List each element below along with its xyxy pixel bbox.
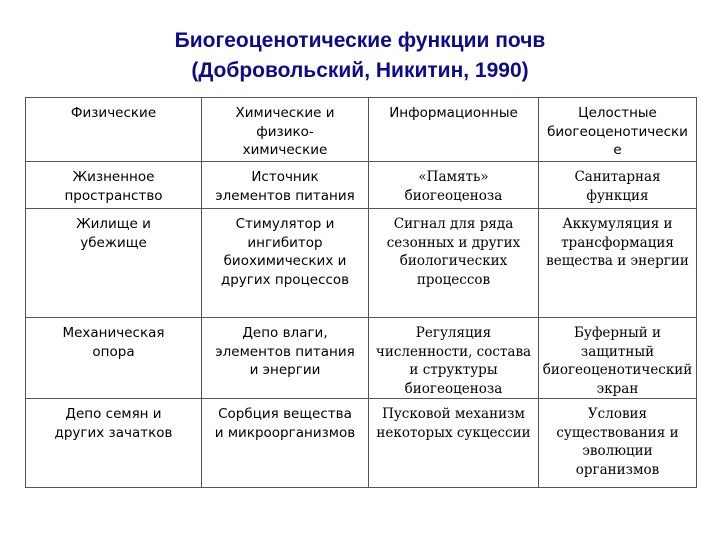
cell-text: экран <box>596 380 639 397</box>
cell-text: убежище <box>80 234 147 251</box>
title-line-2: (Добровольский, Никитин, 1990) <box>191 59 529 82</box>
cell-text: пространство <box>64 187 163 204</box>
cell-text: трансформация <box>561 234 674 251</box>
table-cell <box>369 318 539 399</box>
header-text: е <box>613 142 622 158</box>
header-text: Информационные <box>389 105 518 121</box>
cell-text: других процессов <box>220 271 350 288</box>
cell-text: биологических <box>399 253 508 269</box>
table-cell <box>26 162 202 209</box>
cell-text: Регуляция <box>415 325 492 341</box>
cell-text: Жилище и <box>76 216 151 232</box>
header-text: физико- <box>256 123 314 140</box>
table-cell <box>26 399 202 488</box>
cell-text: Механическая <box>62 325 165 341</box>
table-row <box>26 209 697 318</box>
cell-text: Депо влаги, <box>242 325 328 341</box>
cell-text: Условия <box>587 406 648 422</box>
table-cell <box>539 399 697 488</box>
cell-text: биохимических и <box>223 253 347 269</box>
table-cell <box>202 162 369 209</box>
cell-text: «Память» <box>418 169 489 185</box>
cell-text: биогеоценоза <box>404 187 503 204</box>
header-text: Физические <box>70 105 157 121</box>
header-cell-integral <box>539 98 697 162</box>
cell-text: биогеоценотический <box>542 362 693 378</box>
table-cell <box>539 209 697 318</box>
title-line-1: Биогеоценотические функции почв <box>174 29 546 52</box>
cell-text: элементов питания <box>215 187 355 204</box>
table-row <box>26 399 697 488</box>
table-cell <box>26 318 202 399</box>
header-text: Химические и <box>235 105 335 121</box>
cell-text: существования и <box>556 424 679 441</box>
cell-text: организмов <box>575 461 660 478</box>
cell-text: биогеоценоза <box>404 380 503 397</box>
cell-text: опора <box>92 343 135 360</box>
table-cell <box>539 162 697 209</box>
cell-text: некоторых сукцессии <box>376 424 531 441</box>
cell-text: численности, состава <box>375 343 532 360</box>
cell-text: Сорбция вещества <box>218 406 352 422</box>
header-text: биогеоценотически <box>547 123 688 140</box>
page-title <box>0 26 720 86</box>
cell-text: и микроорганизмов <box>214 424 356 441</box>
table-cell <box>539 318 697 399</box>
cell-text: Жизненное <box>72 169 155 185</box>
table-row <box>26 162 697 209</box>
cell-text: Аккумуляция и <box>562 216 673 232</box>
cell-text: Буферный и <box>573 325 662 341</box>
cell-text: процессов <box>416 271 491 288</box>
header-cell-informational <box>369 98 539 162</box>
header-cell-chemical <box>202 98 369 162</box>
header-text: химические <box>242 142 328 158</box>
cell-text: Пусковой механизм <box>382 406 525 422</box>
cell-text: сезонных и других <box>386 234 521 251</box>
header-text: Целостные <box>578 105 657 121</box>
cell-text: ингибитор <box>247 234 323 251</box>
cell-text: эволюции <box>582 443 653 459</box>
cell-text: вещества и энергии <box>546 253 689 269</box>
table-row <box>26 318 697 399</box>
cell-text: и структуры <box>409 362 498 378</box>
cell-text: Депо семян и <box>65 406 162 422</box>
table-cell <box>202 399 369 488</box>
table-cell <box>26 209 202 318</box>
table-cell <box>202 318 369 399</box>
cell-text: функция <box>586 187 649 204</box>
header-cell-physical <box>26 98 202 162</box>
table-cell <box>369 399 539 488</box>
cell-text: элементов питания <box>215 343 355 360</box>
cell-text: Источник <box>251 169 319 185</box>
cell-text: Санитарная <box>574 169 661 185</box>
functions-table <box>25 97 697 488</box>
table-cell <box>369 209 539 318</box>
header-row <box>26 98 697 162</box>
table-cell <box>369 162 539 209</box>
cell-text: защитный <box>580 343 655 360</box>
cell-text: Сигнал для ряда <box>393 216 514 232</box>
cell-text: и энергии <box>249 362 321 378</box>
table-cell <box>202 209 369 318</box>
cell-text: других зачатков <box>54 424 173 441</box>
cell-text: Стимулятор и <box>235 216 335 232</box>
